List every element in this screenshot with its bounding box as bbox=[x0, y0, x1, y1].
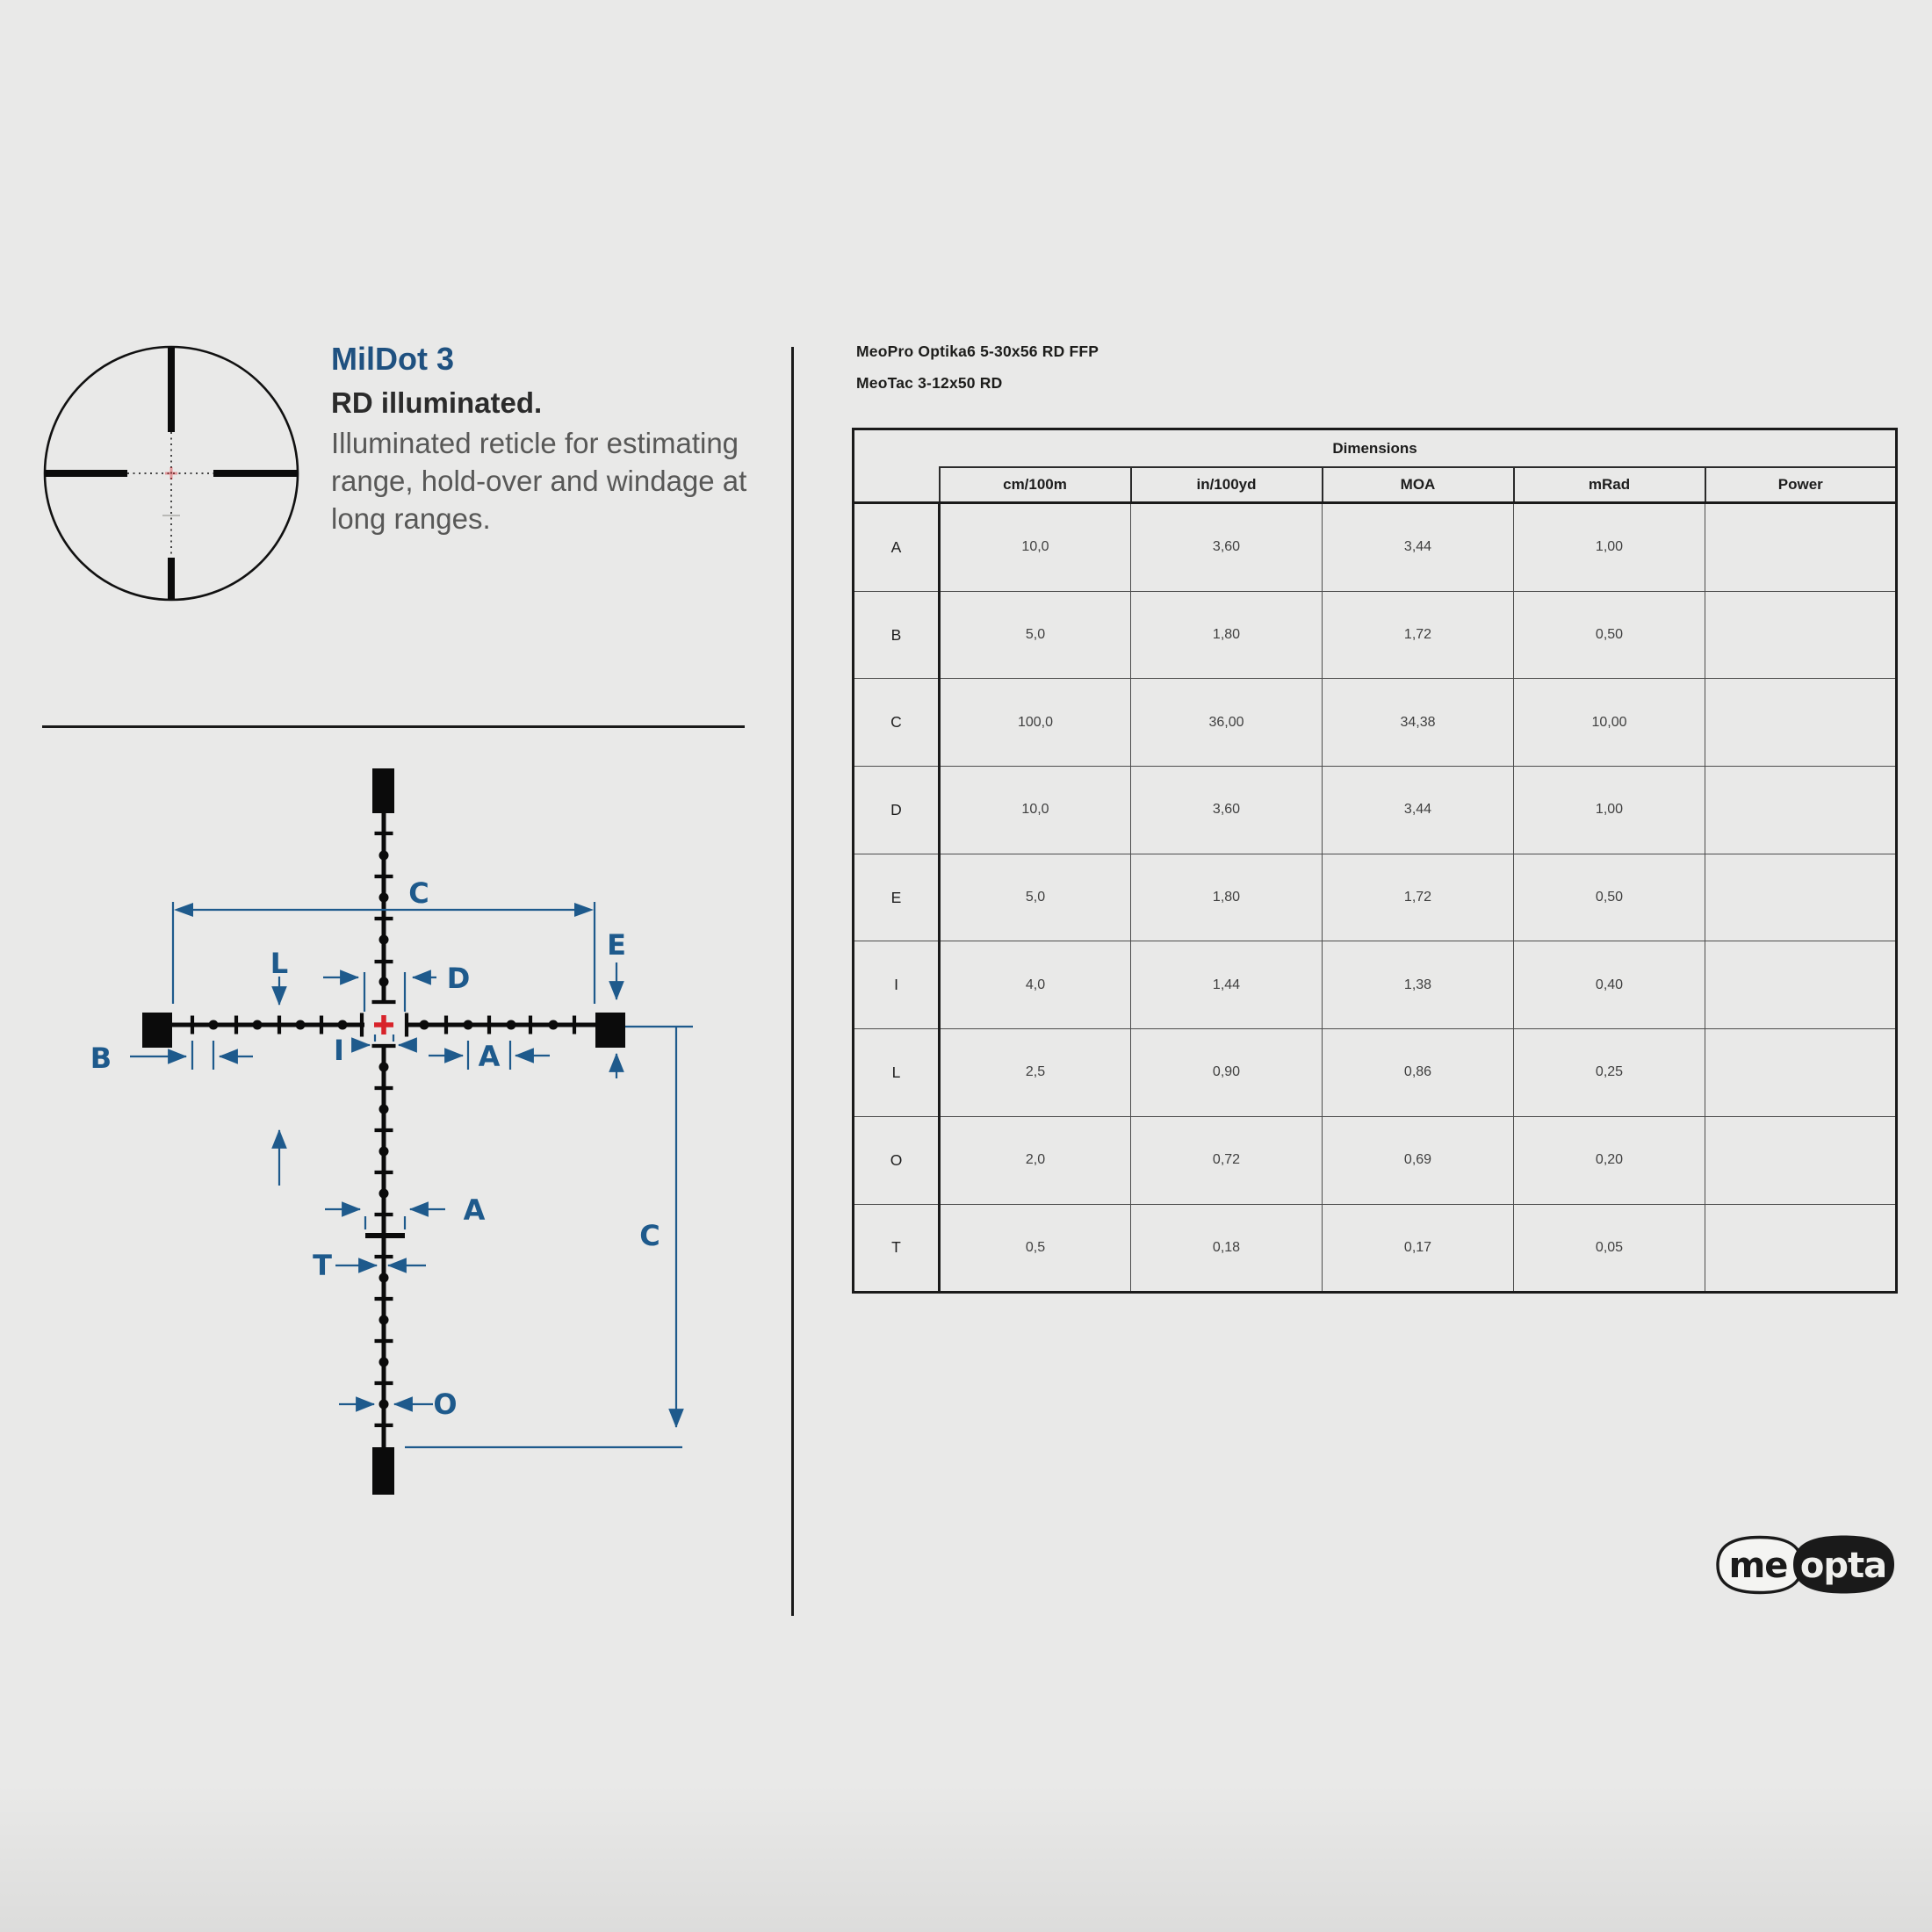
row-label: E bbox=[854, 854, 940, 941]
row-label: O bbox=[854, 1116, 940, 1204]
reticle-post-left bbox=[142, 1013, 172, 1048]
label-b: B bbox=[90, 1042, 112, 1075]
product-list bbox=[856, 342, 1099, 406]
label-c-vertical: C bbox=[639, 1219, 660, 1252]
label-t: T bbox=[313, 1249, 332, 1282]
value-cell: 3,60 bbox=[1131, 767, 1323, 854]
value-cell: 1,80 bbox=[1131, 854, 1323, 941]
table-row bbox=[854, 854, 1897, 941]
reticle-subtitle: RD illuminated. bbox=[331, 386, 543, 419]
value-cell: 0,20 bbox=[1514, 1116, 1705, 1204]
product-name: MeoPro Optika6 5-30x56 RD FFP bbox=[856, 342, 1099, 360]
value-cell: 1,44 bbox=[1131, 941, 1323, 1029]
column-header: MOA bbox=[1323, 467, 1514, 503]
label-e: E bbox=[607, 928, 626, 962]
logo-text-me: me bbox=[1728, 1546, 1788, 1586]
table-row bbox=[854, 679, 1897, 767]
holdover-crossbar bbox=[365, 1233, 405, 1238]
value-cell bbox=[1705, 854, 1897, 941]
value-cell: 3,60 bbox=[1131, 503, 1323, 592]
label-c-horizontal: C bbox=[408, 876, 429, 910]
value-cell bbox=[1705, 767, 1897, 854]
value-cell: 10,00 bbox=[1514, 679, 1705, 767]
product-name: MeoTac 3-12x50 RD bbox=[856, 374, 1003, 392]
row-label: T bbox=[854, 1204, 940, 1293]
illuminated-center-hint bbox=[165, 467, 177, 479]
table-title-row bbox=[854, 429, 1897, 468]
column-header: in/100yd bbox=[1131, 467, 1323, 503]
value-cell: 100,0 bbox=[940, 679, 1131, 767]
value-cell: 0,90 bbox=[1131, 1029, 1323, 1117]
dimensions-table bbox=[852, 428, 1898, 1294]
value-cell: 3,44 bbox=[1323, 503, 1514, 592]
value-cell: 4,0 bbox=[940, 941, 1131, 1029]
row-label: A bbox=[854, 503, 940, 592]
table-title: Dimensions bbox=[1332, 439, 1417, 457]
table-row bbox=[854, 941, 1897, 1029]
reticle-post-right bbox=[595, 1013, 625, 1048]
label-d: D bbox=[446, 962, 471, 995]
table-row bbox=[854, 591, 1897, 679]
value-cell: 1,00 bbox=[1514, 767, 1705, 854]
label-a-horizontal: A bbox=[478, 1040, 501, 1073]
value-cell: 0,86 bbox=[1323, 1029, 1514, 1117]
reticle-post-top bbox=[372, 768, 394, 813]
label-a-vertical: A bbox=[463, 1193, 486, 1227]
value-cell: 2,0 bbox=[940, 1116, 1131, 1204]
value-cell: 0,18 bbox=[1131, 1204, 1323, 1293]
value-cell bbox=[1705, 941, 1897, 1029]
value-cell: 36,00 bbox=[1131, 679, 1323, 767]
value-cell: 1,38 bbox=[1323, 941, 1514, 1029]
table-row bbox=[854, 1029, 1897, 1117]
horizontal-rule bbox=[42, 725, 745, 728]
value-cell bbox=[1705, 1029, 1897, 1117]
logo-text-opta: opta bbox=[1799, 1546, 1887, 1586]
reticle-description: Illuminated reticle for estimating range, hold-over and windage at long ranges. bbox=[331, 427, 747, 536]
value-cell: 0,05 bbox=[1514, 1204, 1705, 1293]
value-cell: 0,50 bbox=[1514, 591, 1705, 679]
value-cell: 2,5 bbox=[940, 1029, 1131, 1117]
value-cell: 0,25 bbox=[1514, 1029, 1705, 1117]
value-cell: 0,69 bbox=[1323, 1116, 1514, 1204]
dimensions-table-wrap bbox=[852, 428, 1898, 1294]
label-l: L bbox=[270, 947, 289, 980]
value-cell: 1,72 bbox=[1323, 591, 1514, 679]
value-cell: 1,00 bbox=[1514, 503, 1705, 592]
value-cell bbox=[1705, 591, 1897, 679]
column-header: cm/100m bbox=[940, 467, 1131, 503]
value-cell: 0,5 bbox=[940, 1204, 1131, 1293]
value-cell bbox=[1705, 679, 1897, 767]
table-corner-cell bbox=[854, 467, 940, 503]
o-dot bbox=[379, 1400, 389, 1409]
value-cell: 0,17 bbox=[1323, 1204, 1514, 1293]
scope-view-reticle bbox=[26, 334, 316, 624]
value-cell bbox=[1705, 1116, 1897, 1204]
value-cell: 5,0 bbox=[940, 591, 1131, 679]
illuminated-center-cross bbox=[374, 1015, 393, 1034]
value-cell: 0,50 bbox=[1514, 854, 1705, 941]
reticle-title: MilDot 3 bbox=[331, 341, 454, 377]
meopta-logo bbox=[1715, 1533, 1898, 1597]
value-cell: 0,72 bbox=[1131, 1116, 1323, 1204]
row-label: C bbox=[854, 679, 940, 767]
dimension-annotations bbox=[130, 902, 693, 1447]
value-cell bbox=[1705, 1204, 1897, 1293]
value-cell bbox=[1705, 503, 1897, 592]
label-o: O bbox=[433, 1388, 458, 1421]
value-cell: 0,40 bbox=[1514, 941, 1705, 1029]
value-cell: 3,44 bbox=[1323, 767, 1514, 854]
column-header: Power bbox=[1705, 467, 1897, 503]
table-header-row bbox=[854, 467, 1897, 503]
intro-block bbox=[331, 341, 788, 538]
value-cell: 5,0 bbox=[940, 854, 1131, 941]
reticle-dimension-diagram bbox=[26, 746, 799, 1625]
row-label: D bbox=[854, 767, 940, 854]
row-label: B bbox=[854, 591, 940, 679]
value-cell: 1,72 bbox=[1323, 854, 1514, 941]
table-row bbox=[854, 1204, 1897, 1293]
reticle-post-bottom bbox=[372, 1447, 394, 1495]
row-label: L bbox=[854, 1029, 940, 1117]
value-cell: 1,80 bbox=[1131, 591, 1323, 679]
value-cell: 34,38 bbox=[1323, 679, 1514, 767]
table-row bbox=[854, 767, 1897, 854]
table-row bbox=[854, 1116, 1897, 1204]
label-i: I bbox=[334, 1034, 344, 1067]
row-label: I bbox=[854, 941, 940, 1029]
column-header: mRad bbox=[1514, 467, 1705, 503]
table-row bbox=[854, 503, 1897, 592]
value-cell: 10,0 bbox=[940, 503, 1131, 592]
value-cell: 10,0 bbox=[940, 767, 1131, 854]
reticle-geometry bbox=[142, 768, 625, 1495]
